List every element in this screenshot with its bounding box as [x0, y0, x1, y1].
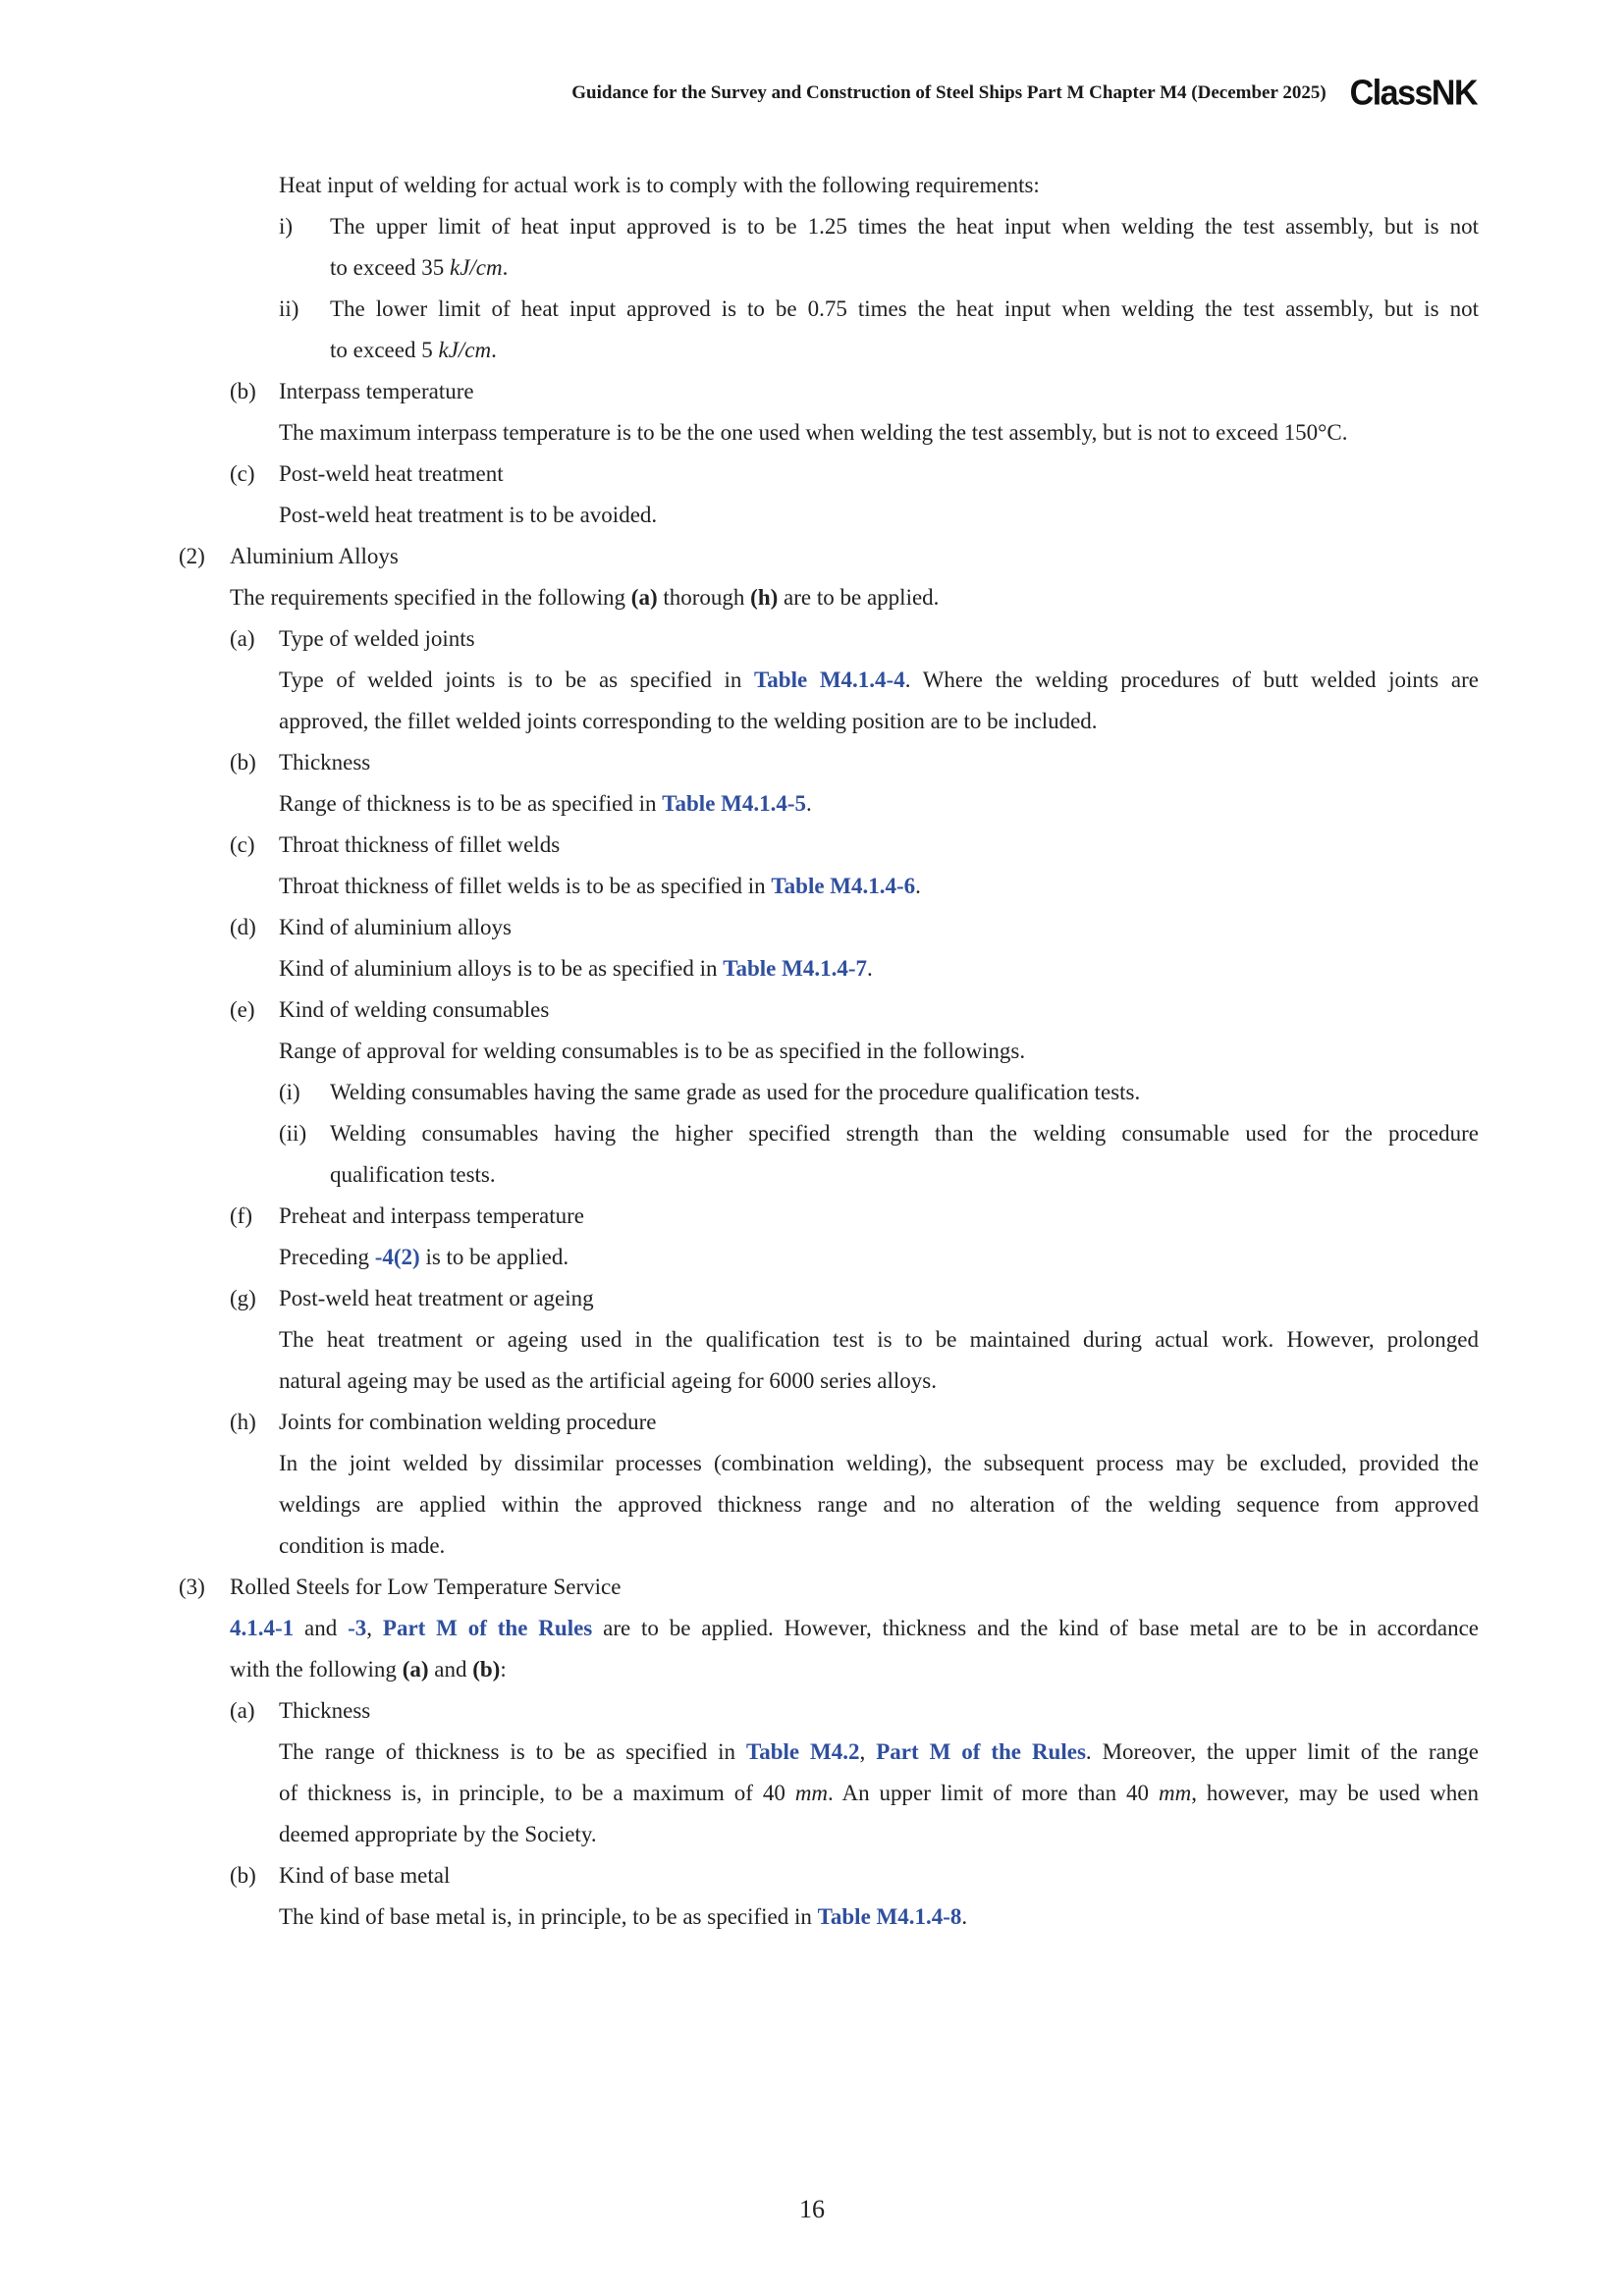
- text: .: [915, 874, 921, 898]
- list-item-text: [330, 330, 1624, 371]
- item-heading: Thickness: [279, 1698, 371, 1723]
- item-number: (e): [230, 997, 255, 1022]
- paragraph: approved, the fillet welded joints corresponding to the welding position are to be included.: [279, 709, 1098, 733]
- text: .: [867, 956, 873, 981]
- section-number: (3): [179, 1575, 205, 1599]
- text: with the following: [230, 1657, 403, 1682]
- section-heading: Aluminium Alloys: [230, 544, 399, 568]
- text: The requirements specified in the following: [230, 585, 631, 610]
- section-heading: Rolled Steels for Low Temperature Service: [230, 1575, 622, 1599]
- text-line: .: [502, 255, 509, 280]
- rules-link[interactable]: Part M of the Rules: [382, 1616, 593, 1640]
- section-link[interactable]: 4.1.4-1: [230, 1616, 295, 1640]
- page-number: 16: [799, 2195, 825, 2223]
- item-heading: Thickness: [279, 750, 371, 774]
- unit: mm: [1159, 1781, 1192, 1805]
- section-link[interactable]: -4(2): [374, 1245, 420, 1269]
- classnk-logo: ClassNK: [1349, 74, 1477, 113]
- item-number: (h): [230, 1410, 256, 1434]
- page-header: [571, 74, 1477, 113]
- list-item-text: Welding consumables having the same grade as used for the procedure qualification tests.: [330, 1080, 1141, 1104]
- text: thorough: [657, 585, 751, 610]
- item-number: (c): [230, 832, 255, 857]
- paragraph: [279, 1319, 1479, 1361]
- table-link[interactable]: Table M4.2: [746, 1739, 860, 1764]
- ref: (a): [402, 1657, 429, 1682]
- table-link[interactable]: Table M4.1.4-6: [771, 874, 916, 898]
- item-number: (g): [230, 1286, 256, 1310]
- text: The range of thickness is to be as specified in: [279, 1739, 746, 1764]
- list-item-text: qualification tests.: [330, 1162, 496, 1187]
- item-heading: Throat thickness of fillet welds: [279, 832, 561, 857]
- item-number: ii): [279, 296, 299, 321]
- paragraph: [279, 783, 1624, 825]
- text: Throat thickness of fillet welds is to be as specified in: [279, 874, 772, 898]
- text-line: The upper limit of heat input approved is to be 1.25 times the heat input when welding the test assembly, but is not: [330, 214, 1479, 239]
- list-item-text: [330, 289, 1479, 330]
- text: Range of thickness is to be as specified in: [279, 791, 663, 816]
- item-number: (f): [230, 1203, 252, 1228]
- ref: (a): [630, 585, 658, 610]
- list-item-text: [330, 206, 1479, 247]
- item-number: (b): [230, 1863, 256, 1888]
- paragraph: The maximum interpass temperature is to be the one used when welding the test assembly, but is not to exceed 150°C.: [279, 420, 1348, 445]
- text: is to be applied.: [419, 1245, 569, 1269]
- rules-link[interactable]: Part M of the Rules: [876, 1739, 1086, 1764]
- paragraph: [279, 1484, 1479, 1525]
- paragraph: natural ageing may be used as the artificial ageing for 6000 series alloys.: [279, 1368, 937, 1393]
- text: . An upper limit of more than 40: [828, 1781, 1159, 1805]
- text-line: .: [491, 338, 497, 362]
- item-heading: Preheat and interpass temperature: [279, 1203, 585, 1228]
- text-line: to exceed 5: [330, 338, 439, 362]
- unit: mm: [794, 1781, 829, 1805]
- paragraph-text: Heat input of welding for actual work is to comply with the following requirements:: [279, 173, 1040, 197]
- table-link[interactable]: Table M4.1.4-7: [723, 956, 868, 981]
- item-heading: Kind of aluminium alloys: [279, 915, 513, 939]
- paragraph: [279, 165, 1624, 206]
- item-heading: Joints for combination welding procedure: [279, 1410, 657, 1434]
- text: and: [428, 1657, 473, 1682]
- text: of thickness is, in principle, to be a maximum of 40: [279, 1781, 795, 1805]
- paragraph: [279, 660, 1479, 701]
- paragraph: [230, 577, 1624, 618]
- ref: (h): [750, 585, 779, 610]
- text: ,: [366, 1616, 383, 1640]
- paragraph: condition is made.: [279, 1533, 446, 1558]
- item-number: (a): [230, 1698, 255, 1723]
- paragraph: [279, 866, 1624, 907]
- list-item-text: [330, 247, 1624, 289]
- table-link[interactable]: Table M4.1.4-4: [754, 667, 905, 692]
- item-number: i): [279, 214, 294, 239]
- paragraph: [230, 1649, 1624, 1690]
- item-number: (c): [230, 461, 255, 486]
- item-number: (a): [230, 626, 255, 651]
- text: .: [961, 1904, 968, 1929]
- item-heading: Kind of base metal: [279, 1863, 451, 1888]
- text: .: [806, 791, 812, 816]
- item-number: (i): [279, 1080, 300, 1104]
- item-heading: Interpass temperature: [279, 379, 474, 403]
- item-heading: Post-weld heat treatment or ageing: [279, 1286, 594, 1310]
- text: :: [500, 1657, 507, 1682]
- text: Kind of aluminium alloys is to be as specified in: [279, 956, 724, 981]
- table-link[interactable]: Table M4.1.4-5: [662, 791, 807, 816]
- item-number: (b): [230, 750, 256, 774]
- text-line: The heat treatment or ageing used in the qualification test is to be maintained during actual work. However, prolonged: [279, 1327, 1479, 1352]
- paragraph: [279, 948, 1624, 989]
- text-line: weldings are applied within the approved thickness range and no alteration of the welding sequence from approved: [279, 1492, 1479, 1517]
- paragraph: [279, 1443, 1479, 1484]
- text: , however, may be used when: [1191, 1781, 1479, 1805]
- section-link[interactable]: -3: [348, 1616, 367, 1640]
- item-heading: Post-weld heat treatment: [279, 461, 504, 486]
- text: The kind of base metal is, in principle, to be as specified in: [279, 1904, 818, 1929]
- list-item-text: [330, 1113, 1479, 1154]
- ref: (b): [472, 1657, 501, 1682]
- paragraph: [279, 1896, 1624, 1938]
- paragraph: [279, 1773, 1479, 1814]
- unit: kJ/cm: [438, 338, 492, 362]
- item-number: (b): [230, 379, 256, 403]
- text: Type of welded joints is to be as specified in: [279, 667, 755, 692]
- text: . Where the welding procedures of butt welded joints are: [904, 667, 1479, 692]
- item-heading: Kind of welding consumables: [279, 997, 550, 1022]
- paragraph: deemed appropriate by the Society.: [279, 1822, 597, 1846]
- text: . Moreover, the upper limit of the range: [1085, 1739, 1479, 1764]
- text-line: Welding consumables having the higher specified strength than the welding consumable used for the procedure: [330, 1121, 1479, 1146]
- item-heading: Type of welded joints: [279, 626, 475, 651]
- table-link[interactable]: Table M4.1.4-8: [817, 1904, 962, 1929]
- text: and: [294, 1616, 349, 1640]
- text-line: The lower limit of heat input approved is to be 0.75 times the heat input when welding the test assembly, but is not: [330, 296, 1479, 321]
- text: are to be applied.: [778, 585, 940, 610]
- text-line: to exceed 35: [330, 255, 450, 280]
- text-line: In the joint welded by dissimilar processes (combination welding), the subsequent process may be excluded, provided the: [279, 1451, 1479, 1475]
- text: Preceding: [279, 1245, 375, 1269]
- paragraph: [279, 1732, 1479, 1773]
- text: are to be applied. However, thickness and the kind of base metal are to be in accordance: [592, 1616, 1480, 1640]
- paragraph: [230, 1608, 1479, 1649]
- section-number: (2): [179, 544, 205, 568]
- item-number: (ii): [279, 1121, 307, 1146]
- unit: kJ/cm: [449, 255, 503, 280]
- paragraph: [279, 1237, 1624, 1278]
- text: ,: [859, 1739, 877, 1764]
- paragraph: Range of approval for welding consumables is to be as specified in the followings.: [279, 1039, 1026, 1063]
- paragraph: Post-weld heat treatment is to be avoided.: [279, 503, 658, 527]
- item-number: (d): [230, 915, 256, 939]
- header-title: Guidance for the Survey and Construction of Steel Ships Part M Chapter M4 (December 2025): [571, 82, 1326, 103]
